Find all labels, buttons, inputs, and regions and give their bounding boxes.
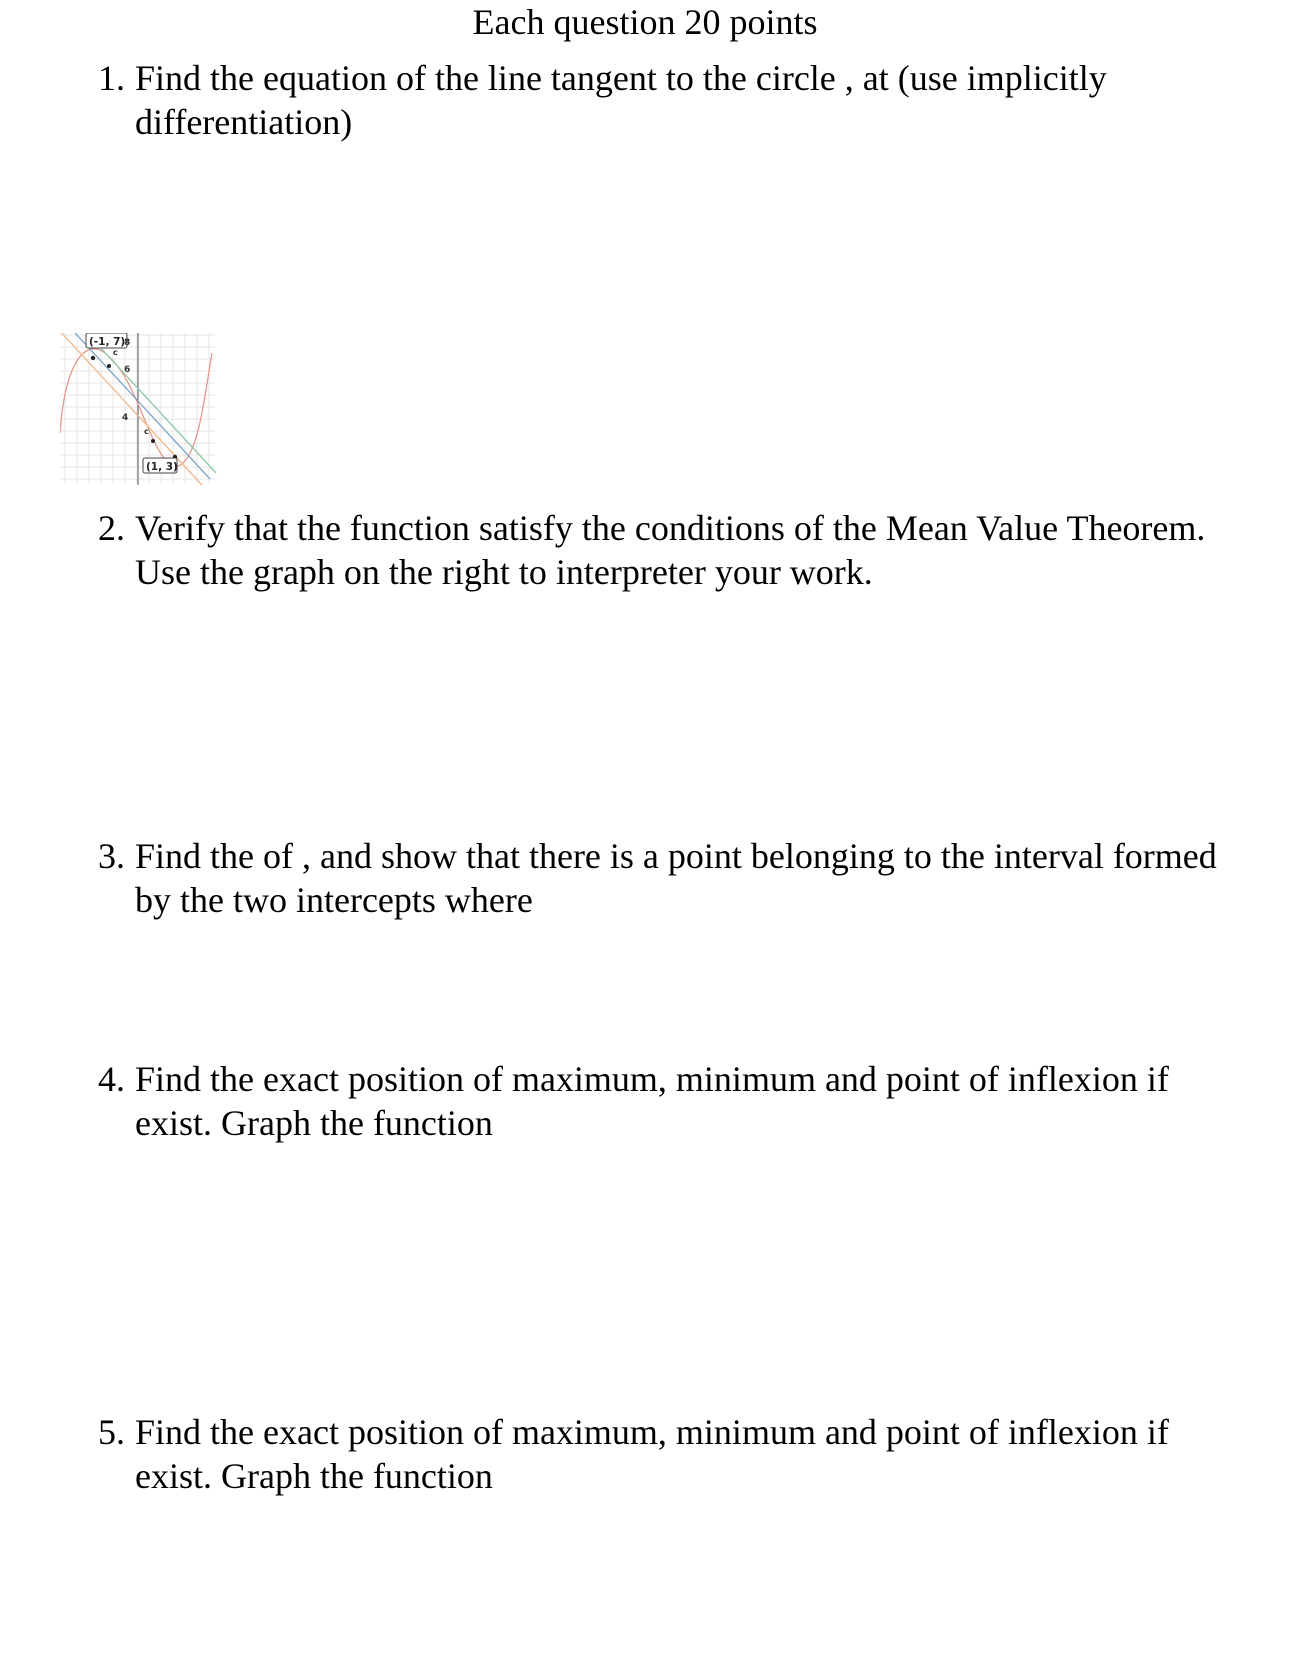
question-text: Find the equation of the line tangent to the circle , at (use implicitly differentiation) (135, 58, 1107, 142)
y-tick-label: 8 (124, 338, 131, 348)
point-c-1 (107, 364, 111, 368)
point-b-label: (1, 3) (146, 461, 178, 473)
question-2 (98, 506, 1248, 594)
y-tick-label: 6 (124, 365, 131, 375)
question-number: 5. (98, 1412, 125, 1452)
question-number: 2. (98, 508, 125, 548)
question-number: 4. (98, 1059, 125, 1099)
point-a (91, 356, 95, 360)
question-4 (98, 1057, 1248, 1145)
question-5 (98, 1410, 1248, 1498)
question-1 (98, 56, 1248, 144)
question-3 (98, 834, 1248, 922)
c-label: c (113, 348, 118, 357)
point-c-2 (151, 439, 155, 443)
question-number: 3. (98, 836, 125, 876)
page-title: Each question 20 points (472, 2, 818, 42)
question-text: Find the exact position of maximum, minimum and point of inflexion if exist. Graph the function (135, 1412, 1169, 1496)
point-a-label: (-1, 7) (89, 336, 126, 348)
mean-value-theorem-graph (60, 333, 226, 493)
c-label: c (144, 427, 149, 436)
y-tick-label: 4 (122, 413, 129, 423)
question-text: Verify that the function satisfy the conditions of the Mean Value Theorem. Use the graph on the right to interpreter your work. (135, 508, 1206, 592)
question-number: 1. (98, 58, 125, 98)
graph-svg (60, 333, 226, 493)
question-text: Find the exact position of maximum, minimum and point of inflexion if exist. Graph the function (135, 1059, 1169, 1143)
question-text: Find the of , and show that there is a point belonging to the interval formed by the two intercepts where (135, 836, 1217, 920)
